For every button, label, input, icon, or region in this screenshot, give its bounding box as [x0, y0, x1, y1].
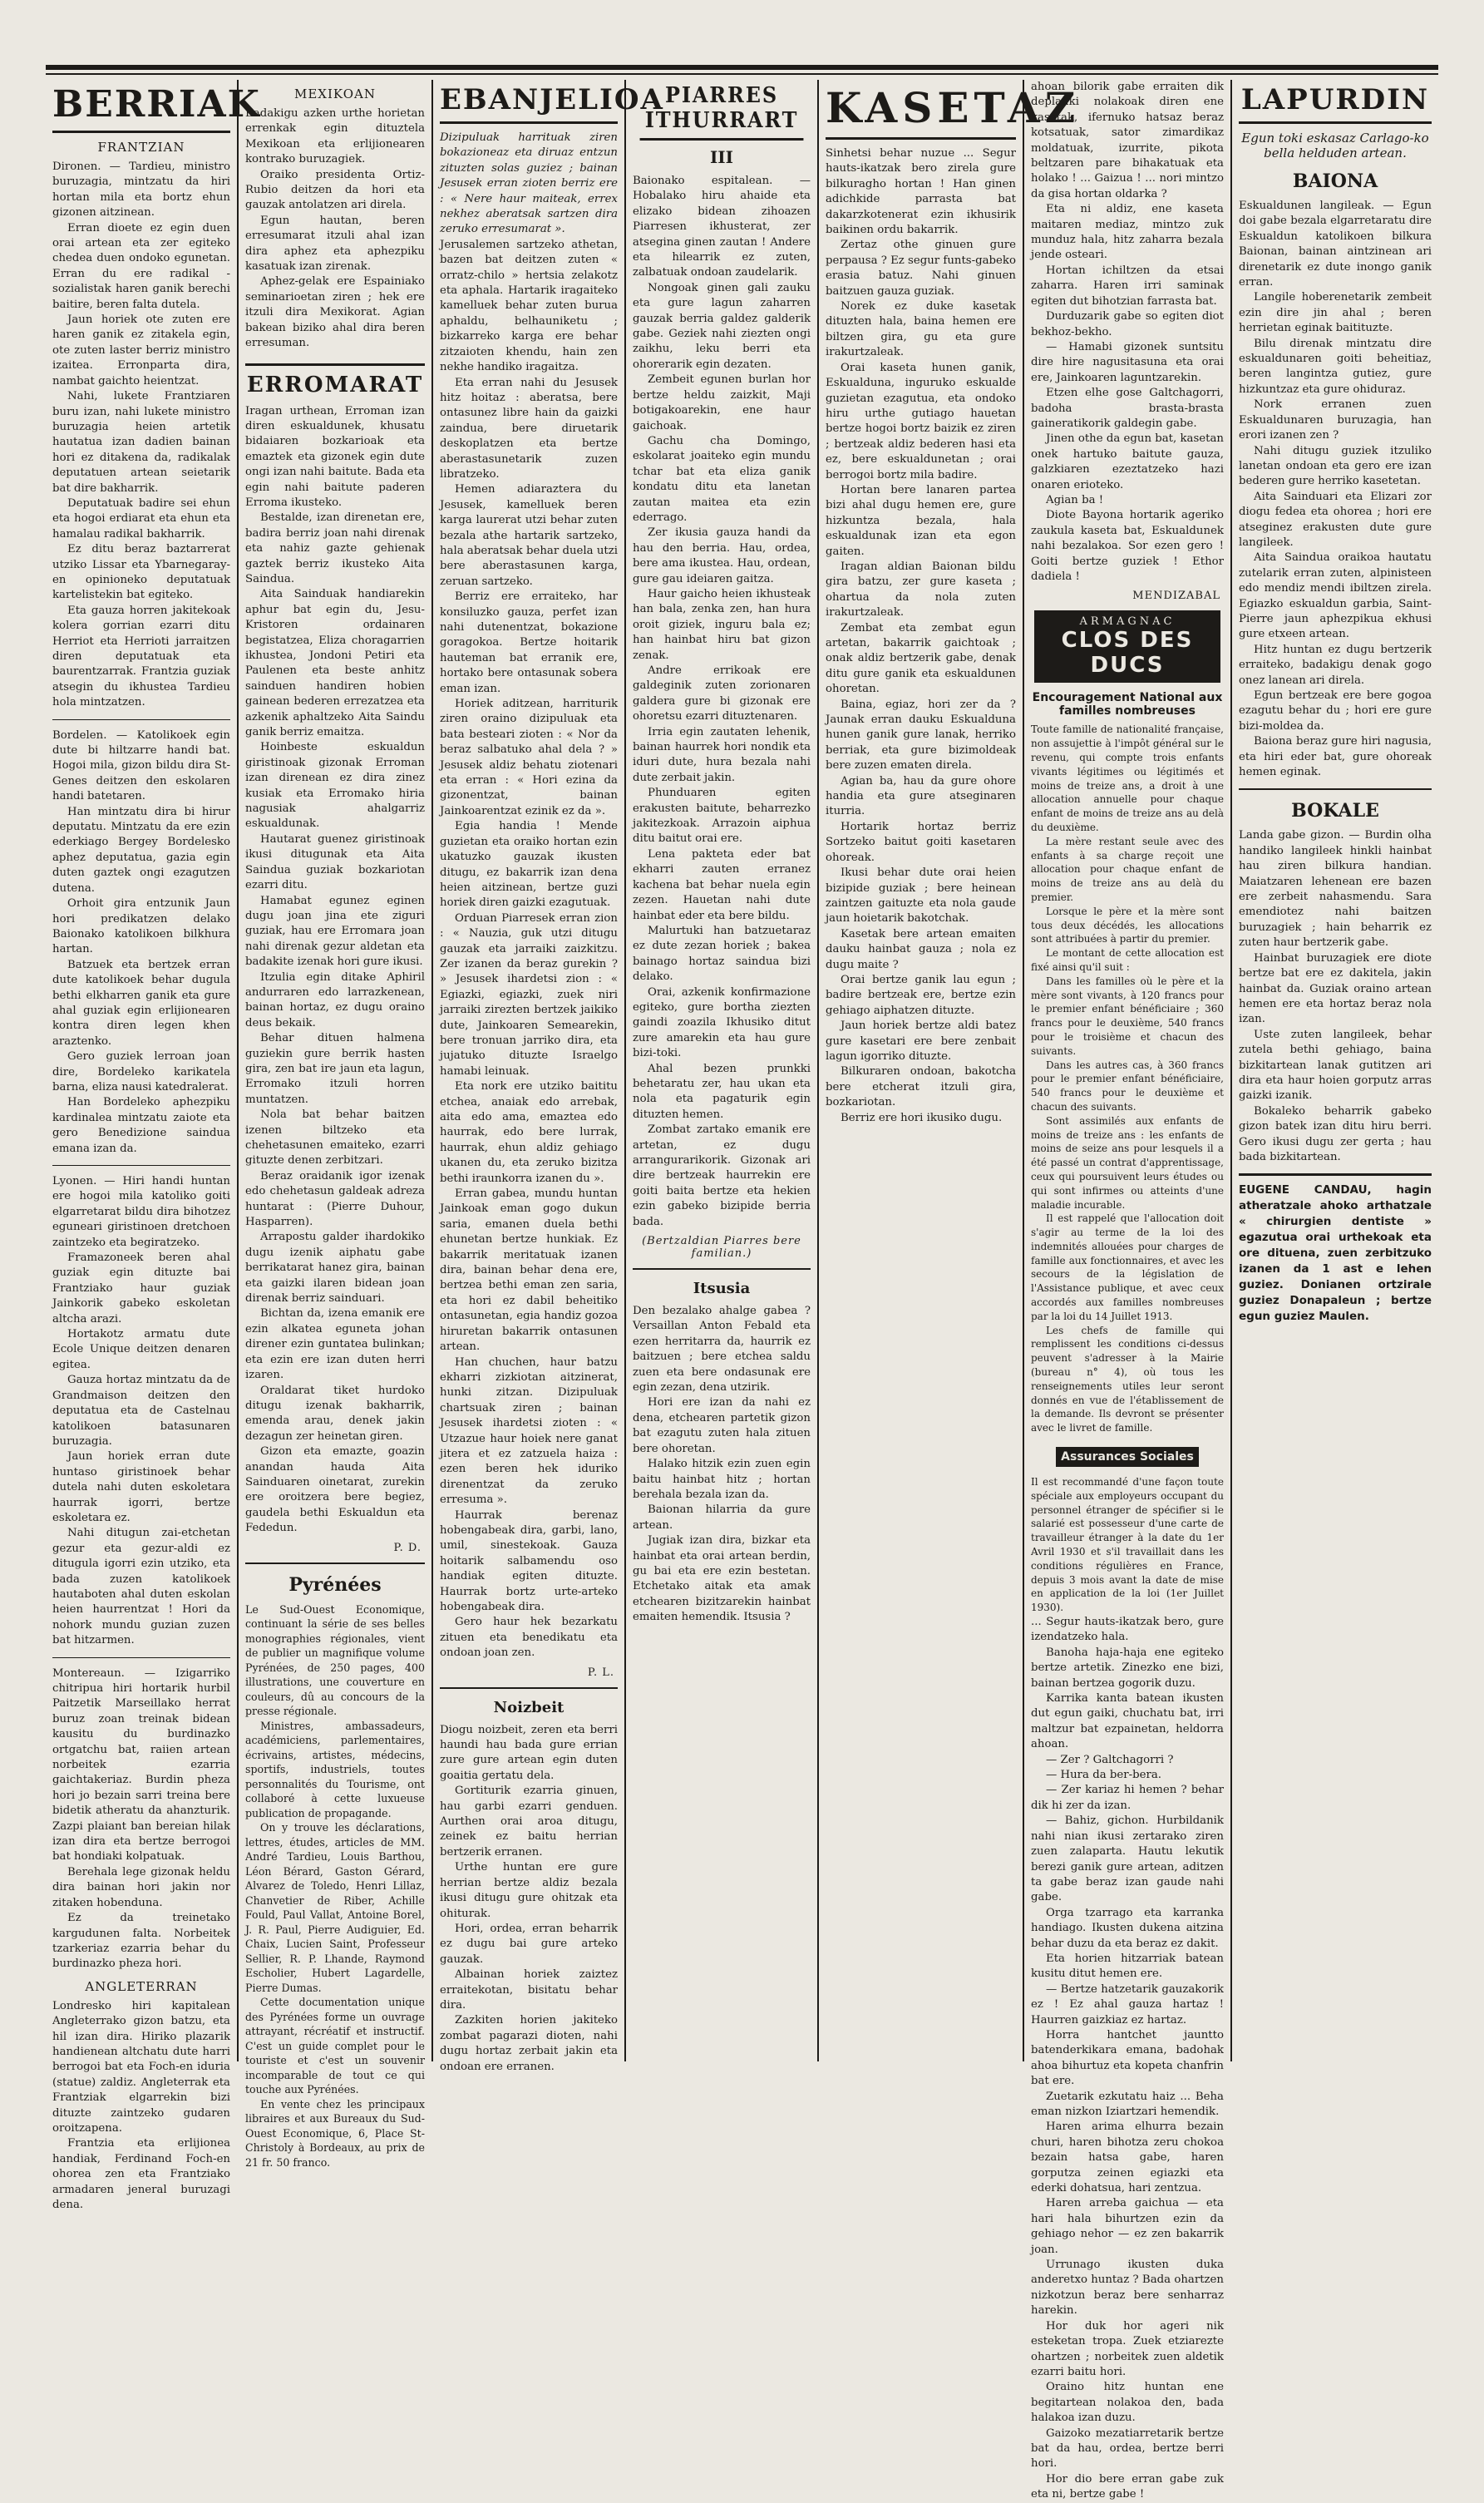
paragraph: Ministres, ambassadeurs, académiciens, parlementaires, écrivains, artistes, médecins, sportifs, industriels, toutes personnalités du Tourisme, ont collaboré à cette luxueuse publication de propagande. — [245, 1719, 425, 1819]
paragraph: Dans les familles où le père et la mère sont vivants, à 120 francs pour le premier enfant bénéficiaire ; 360 francs pour le deuxième, 540 francs pour le troisième et chacun des suivants. — [1031, 975, 1224, 1057]
paragraph: Berriz ere hori ikusiko dugu. — [841, 1111, 1003, 1124]
paragraph: Frantzia eta erlijionea handiak, Ferdinand Foch-en ohorea zen eta Frantziako armadaren jeneral buruzagi dena. — [52, 2137, 230, 2211]
paragraph: Malurtuki han batzuetaraz ez dute zezan horiek ; bakea bainago hortaz saindua bizi delako. — [633, 924, 811, 984]
paragraph: Deputatuak badire sei ehun eta hogoi erdiarat eta ehun eta hamalau radikal bakharrik. — [52, 496, 230, 541]
paragraph: Han mintzatu dira bi hirur deputatu. Mintzatu da ere ezin ederkiago Bergey Bordelesko aphez deputatua, gazia egin duten gaztek ongi ezagutzen dutena. — [52, 805, 230, 895]
paragraph: Hamabat egunez eginen dugu joan jina ete ziguri guziak, hau ere Erromara joan nahi direnak gezur aldetan eta badakite izenak hori gure ikusi. — [245, 894, 425, 969]
paragraph: Zer ikusia gauza handi da hau den berria. Hau, ordea, bere ama ikustea. Hau, ordean, gure gau ideiaren gaitza. — [633, 526, 811, 585]
paragraph: Nork erranen zuen Eskualdunaren buruzagia, han erori izanen zen ? — [1239, 398, 1432, 442]
paragraph: Aita Sainduak handiarekin aphur bat egin du, Jesu-Kristoren ordainaren begistatzea, Eliza choragarrien ikhustea, Jondoni Petiri eta Paulenen eta beste anhitz sainduen handiren hobien gainean bederen errezatzea eta azkenik aphaltzeko Aita Saindu ganik berriz emaitza. — [245, 588, 425, 739]
paragraph: Berriz ere erraiteko, har konsiluzko gauza, perfet izan nahi dutenentzat, bokazione goragokoa. Bertze hoitarik hauteman bat erranik ere, hortako bere ontasunak sobera eman izan. — [440, 590, 618, 695]
top-rule-thin — [46, 73, 1438, 75]
paragraph: Hemen adiaraztera du Jesusek, kamelluek beren karga laurerat utzi behar zuten bezala athe hartarik sartzeko, hala aberatsak behar duela utzi bere aberastasunen karga, zeruan sartzeko. — [440, 483, 618, 588]
ebanjelioa-intro: Dizipuluak harrituak ziren bokazioneaz eta diruaz entzun zituzten solas guziez ; bainan Jesusek erran zioten berriz ere : « Nere haur maiteak, errex nekhez aberatsak sartzen dira zeruko erresumarat ». — [440, 131, 618, 236]
paragraph: ... Segur hauts-ikatzak bero, gure izendatzeko hala. — [1031, 1616, 1224, 1644]
paragraph: Haren arreba gaichua — eta hari hala bihurtzen ezin da gehiago nehor — ez zen bakarrik joan. — [1031, 2197, 1224, 2256]
paragraph: Orai, azkenik konfirmazione egiteko, gure bortha ziezten gaindi zoazila Ikhusiko ditut zure amarekin eta hau gure bizi-toki. — [633, 985, 811, 1060]
section-angleterran — [52, 1999, 230, 2214]
paragraph: Toute famille de nationalité française, non assujettie à l'impôt général sur le revenu, qui compte trois enfants vivants légitimes ou légitimés et moins de treize ans, a droit à une allocation annuelle pour chaque enfant de moins de treize ans au delà du deuxième. — [1031, 723, 1224, 833]
paragraph: Baina, egiaz, hori zer da ? Jaunak erran dauku Eskualduna hunen ganik gure lanak, herriko berriak, eta gure bizimoldeak bere zuzen ematen direla. — [826, 698, 1016, 773]
divider — [52, 1165, 230, 1166]
divider — [1239, 788, 1432, 790]
paragraph: Gortiturik ezarria ginuen, hau garbi ezarri genduen. Aurthen orai aroa ditugu, zeinek ez baitu herrian bertzerik erranen. — [440, 1785, 618, 1859]
paragraph: Iragan urthean, Erroman izan diren eskualdunek, khusatu bidaiaren bozkarioak eta emaztek eta gizonek egin dute ongi izan nahi baitute. Bada eta egin nahi baitute paderen Erroma ikusteko. — [245, 404, 425, 509]
paragraph: Bilu direnak mintzatu dire eskualdunaren goiti beheitiaz, beren langintza gutiez, gure hizkuntzaz eta gure ohiduraz. — [1239, 337, 1432, 396]
masthead-lapurdin: LAPURDIN — [1239, 83, 1432, 124]
paragraph: Orai kaseta hunen ganik, Eskualduna, inguruko eskualde guzietan ezagutua, eta ondoko hiru urthe gutiago hauetan bertze hogoi bortz baizik ez ziren ; bertzeak aldiz bederen hasi eta ez, bere eskualdunetan ; orai berrogoi bortz mila badire. — [826, 361, 1016, 481]
paragraph: Gizon eta emazte, goazin anandan hauda Aita Sainduaren oinetarat, zurekin ere oroitzera bere begiez, gaudela bethi Eskualdun eta Fededun. — [245, 1445, 425, 1535]
paragraph: Jaun horiek erran dute huntaso giristinoek behar dutela nahi duten eskoletara haurrak igorri, bertze eskoletara ez. — [52, 1450, 230, 1524]
section-heading-baiona: BAIONA — [1292, 170, 1378, 192]
paragraph: On y trouve les déclarations, lettres, études, articles de MM. André Tardieu, Louis Barthou, Léon Bérard, Gaston Gérard, Alvarez de Toledo, Henri Lillaz, Chanvetier de Riber, Achille Fould, Paul Vallat, Antoine Borel, J. R. Paul, Pierre Audiguier, Ed. Chaix, Lucien Saint, Professeur Sellier, R. P. Lhande, Raymond Escholier, Hubert Lagardelle, Pierre Dumas. — [245, 1821, 425, 1994]
paragraph: Nahi ditugun zai-etchetan gezur eta gezur-aldi ez ditugula igorri ezin utziko, eta bada zuzen katolikoek hautaboten ahal duten eskolan heien haurrentzat ! Hori da nohork mundu guzian zuzen bat hitzarmen. — [52, 1527, 230, 1647]
paragraph: Jaun horiek ote zuten ere haren ganik ez zitakela egin, ote zuten laster berriz ministro izaitea. Erronparta dira, nambat gaichto heientzat. — [52, 313, 230, 388]
paragraph: Haurrak berenaz hobengabeak dira, garbi, lano, umil, sinestekoak. Gauza hoitarik salbamendu oso handiak egiten dituzte. Haurrak bortz urte-arteko hobengabeak dira. — [440, 1508, 618, 1613]
column-berriak — [46, 80, 261, 2211]
paragraph: Lena pakteta eder bat ekharri zauten erranez kachena bat behar nuela egin zezen. Hauetan nahi dute hainbat eder eta bere bildu. — [633, 847, 811, 922]
section-heading-mexikoan: MEXIKOAN — [294, 86, 376, 101]
paragraph: Jaun horiek bertze aldi batez gure kasetari ere bere zenbait lagun igorriko dituzte. — [826, 1019, 1016, 1063]
top-rule — [46, 65, 1438, 70]
paragraph: Hortan ichiltzen da etsai zaharra. Haren irri saminak egiten dut bihotzian farrasta bat. — [1031, 264, 1224, 308]
section-encouragement — [1031, 723, 1224, 1435]
paragraph: Gachu cha Domingo, eskolarat joaiteko egin mundu tchar bat eta eliza ganik kondatu ditu eta lanetan zautan maitea eta ezin ederrago. — [633, 434, 811, 524]
paragraph: Batzuek eta bertzek erran dute katolikoek behar dugula bethi elkharren ganik eta gure ahal guziak egin erlijionearen kontra diren legen khen araztenko. — [52, 958, 230, 1048]
section-col6 — [1031, 1615, 1224, 2503]
section-montereaun — [52, 1666, 230, 1972]
paragraph: Egun bertzeak ere bere gogoa ezagutu behar du ; hori ere gure bizi-moldea da. — [1239, 689, 1432, 733]
section-heading-assurances: Assurances Sociales — [1056, 1447, 1199, 1467]
paragraph: — Zer kariaz hi hemen ? behar dik hi zer da izan. — [1031, 1784, 1224, 1812]
paragraph: Dironen. — Tardieu, ministro buruzagia, mintzatu da hiri hortan mila eta bortz ehun gizonen aitzinean. — [52, 160, 230, 220]
paragraph: Hoinbeste eskualdun giristinoak gizonak Erroman izan direnean ez dira zinez kusiak eta Erromako hiria nagusiak ahalgarriz eskualdunak. — [245, 741, 425, 831]
paragraph: Etzen elhe gose Galtchagorri, badoha brasta-brasta gaineratikorik galdegin gabe. — [1031, 387, 1224, 430]
paragraph: Les chefs de famille qui remplissent les conditions ci-dessus peuvent s'adresser à la Mairie (bureau n° 4), où tous les renseignements utiles leur seront donnés en vue de l'établissement de la demande. Ils devront se présenter avec le livret de famille. — [1031, 1324, 1224, 1434]
paragraph: Uste zuten langileek, behar zutela bethi gehiago, baina bizkitartean lanak gutitzen ari dira eta haur hoien gorputz arras gaizki izanik. — [1239, 1028, 1432, 1103]
paragraph: Orduan Piarresek erran zion : « Nauzia, guk utzi ditugu gauzak eta jarraiki zaizkitzu. Zer izanen da beraz gurekin ? » Jesusek ihardetsi zion : « Egiazki, egiazki, zuek niri jarraiki zirezten bertzek jaikiko dute, Jainkoaren Semearekin, bere tronuan jarriko dira, eta jujatuko dituzte Israelgo hamabi leinuak. — [440, 911, 618, 1078]
paragraph: Gauza hortaz mintzatu da de Grandmaison deitzen den deputatua eta de Castelnau katolikoen batasunaren buruzagia. — [52, 1374, 230, 1448]
section-bokale — [1239, 828, 1432, 1165]
masthead-kasetaz: KASETAZ — [826, 83, 1016, 140]
paragraph: Irria egin zautaten lehenik, bainan haurrek hori nondik eta iduri dute, hura bezala nahi dute zerbait jakin. — [633, 725, 811, 784]
paragraph: Gero guziek lerroan joan dire, Bordeleko karikatela barna, eliza nausi katedralerat. — [52, 1050, 230, 1094]
paragraph: Cette documentation unique des Pyrénées forme un ouvrage attrayant, récréatif et instructif. C'est un guide complet pour le touriste et c'est un souvenir incomparable de tout ce qui touche aux Pyrénées. — [245, 1996, 425, 2096]
paragraph: Itzulia egin ditake Aphiril andurraren edo larrazkenean, bainan hortaz, ez dugu oraino deus bekaik. — [245, 970, 425, 1029]
section-ebanjelioa — [440, 238, 618, 1661]
section-heading-itsusia: Itsusia — [693, 1280, 751, 1298]
paragraph: En vente chez les principaux libraires et aux Bureaux du Sud-Ouest Economique, 6, Place St-Christoly à Bordeaux, au prix de 21 fr. 50 franco. — [245, 2097, 425, 2169]
paragraph: Bokaleko beharrik gabeko gizon batek izan ditu hiru berri. Gero ikusi dugu zer gerta ; hau bada bizkitartean. — [1239, 1104, 1432, 1163]
paragraph: Hori, ordea, erran beharrik ez dugu bai gure arteko gauzak. — [440, 1922, 618, 1966]
paragraph: Erran dioete ez egin duen orai artean eta zer egiteko chedea duen ondoko egunetan. Erran du ere radikal - sozialistak haren ganik berechi baitire, beren falta dutela. — [52, 221, 230, 311]
masthead-piarres-ithurrart: PIARRES ITHURRART — [640, 83, 804, 141]
paragraph: Londresko hiri kapitalean Angleterrako gizon batzu, eta hil izan dira. Hiriko plazarik handienean altchatu dute harri berrogoi bat eta Foch-en iduria (statue) zaldiz. Angleterrak eta Frantziak elgarrekin bizi dituzte zaintzeko gudaren oroitzapena. — [52, 1999, 230, 2135]
paragraph: Sont assimilés aux enfants de moins de treize ans : les enfants de moins de seize ans pour lesquels il a été passé un contrat d'apprentissage, ceux qui poursuivent leurs études ou qui sont infirmes ou atteints d'une maladie incurable. — [1031, 1114, 1224, 1211]
paragraph: Nahi ditugu guziek itzuliko lanetan ondoan eta gero ere izan bederen gure herriko kasetetan. — [1239, 444, 1432, 488]
masthead-berriak: BERRIAK — [52, 83, 230, 133]
paragraph: Baionan hilarria da gure artean. — [633, 1503, 811, 1532]
paragraph: Lyonen. — Hiri handi huntan ere hogoi mila katoliko goiti elgarretarat bildu dira bihotzez eguneari giristinoen dretchoen zaintzeko eta begiratzeko. — [52, 1175, 230, 1249]
paragraph: Horiek aditzean, harriturik ziren oraino dizipuluak eta bata besteari zioten : « Nor da beraz salbatuko ahal dela ? » Jesusek aldiz behatu ziotenari eta erran : « Hori ezina da gizonentzat, bainan Jainkoarentzat ezinik ez da ». — [440, 698, 618, 817]
paragraph: Agian ba, hau da gure ohore handia eta gure atseginaren iturria. — [826, 774, 1016, 818]
paragraph: Hitz huntan ez dugu bertzerik erraiteko, badakigu denak gogo onez lanean ari direla. — [1239, 643, 1432, 687]
divider — [52, 719, 230, 720]
paragraph: Beraz oraidanik igor izenak edo chehetasun galdeak adreza huntarat : (Pierre Duhour, Hasparren). — [245, 1169, 425, 1229]
paragraph: Hortakotz armatu dute Ecole Unique deitzen denaren egitea. — [52, 1328, 230, 1371]
paragraph: Baiona beraz gure hiri nagusia, eta hiri eder bat, gure ohoreak hemen eginak. — [1239, 735, 1432, 779]
paragraph: — Bahiz, gichon. Hurbildanik nahi nian ikusi zertarako ziren zuen zalaparta. Hautu lekutik berezi ganik gure artean, aditzen ta gabe beraz izan gaude nahi gabe. — [1031, 1814, 1224, 1904]
section-pyrenees — [245, 1602, 425, 2170]
paragraph: Hori ere izan da nahi ez dena, etchearen partetik gizon bat ezagutu zuten hala zituen bere ohoretan. — [633, 1396, 811, 1455]
paragraph: Aita Saindua oraikoa hautatu zutelarik erran zuten, alpinisteen edo mendiz mendi ibiltzen zirela. Egiazko eskualdun garbia, Saint-Pierre jaun aphezpikua ekhusi gure etxeen artean. — [1239, 551, 1432, 641]
column-kasetaz — [819, 80, 1081, 2061]
column-ebanjelioa — [433, 80, 664, 2073]
divider — [52, 1657, 230, 1658]
section-frantzian — [52, 160, 230, 711]
paragraph: Eskualdunen langileak. — Egun doi gabe bezala elgarretaratu dire Eskualdun katolikoen bilkura Baionan, bainan aintzinean ari direnetarik ez dute inongo ganik erran. — [1239, 200, 1432, 289]
paragraph: Erran gabea, mundu huntan Jainkoak eman gogo dukun saria, emanen duela bethi ehunetan bertze hunkiak. Ez bakarrik meritatuak izanen dira, bainan behar dena ere, bertzea bethi eman zen saria, eta hori ez dabil beheitiko ontasunetan, egia handiz gozoa hiruretan bakarrik ontasunen artean. — [440, 1187, 618, 1354]
section-heading-pyrenees: Pyrénées — [288, 1573, 382, 1596]
paragraph: Eta nork ere utziko baititu etchea, anaiak edo arrebak, aita edo ama, emaztea edo haurrak, edo bere lurrak, haurrak, ehun aldiz gehiago ukanen du, eta zeruko bizitza bethi iraunkorra izanen du ». — [440, 1080, 618, 1185]
paragraph: Langile hoberenetarik zembeit ezin dire jin ahal ; beren herrietan eginak baitituzte. — [1239, 291, 1432, 335]
section-kasetaz — [826, 146, 1016, 1126]
paragraph: Aita Sainduari eta Elizari zor diogu fedea eta ohorea ; hori ere atseginez erakusten dute gure langileek. — [1239, 490, 1432, 549]
paragraph: Diote Bayona hortarik ageriko zaukula kaseta bat, Eskualdunek nahi bezalakoa. Sor ezen gero ! Goiti bertze guziek ! Ethor dadiela ! — [1031, 509, 1224, 583]
paragraph: Baionako espitalean. — Hobalako hiru ahaide eta elizako bidean zihoazen Piarresen ikhusterat, zer atsegina ginen zautan ! Andere eta hilearrik ez zuten, zalbatuak ondoan zaudelarik. — [633, 175, 811, 279]
paragraph: Iragan aldian Baionan bildu gira batzu, zer gure kaseta ; ohartua da nola zuten irakurtzaleak. — [826, 560, 1016, 620]
paragraph: Oraino hitz huntan ene begitartean nolakoa den, bada halakoa izan duzu. — [1031, 2381, 1224, 2425]
paragraph: Zembat eta zembat egun artetan, bakarrik gaichtoak ; onak aldiz bertzerik gabe, denak ditu gure ganik eta eskualdunen ohoretan. — [826, 621, 1016, 696]
paragraph: Han Bordeleko aphezpiku kardinalea mintzatu zaiote eta gero Benedizione saindua emana izan da. — [52, 1096, 230, 1155]
paragraph: Ikusi behar dute orai heien bizipide guziak ; bere heinean zaintzen gaituzte eta nola gaude jaun hoietarik bakotchak. — [826, 866, 1016, 926]
paragraph: Berehala lege gizonak heldu dira bainan hori jakin nor zitaken hobenduna. — [52, 1865, 230, 1909]
paragraph: Hautarat guenez giristinoak ikusi ditugunak eta Aita Saindua guziak bozkariotan ezarri ditu. — [245, 832, 425, 892]
paragraph: Hainbat buruzagiek ere diote bertze bat ere ez dakitela, jakin hainbat da. Guziak oraino artean hemen ere eta hortaz beraz nola izan. — [1239, 951, 1432, 1026]
paragraph: Hortan bere lanaren partea bizi ahal dugu hemen ere, gure hizkuntza bezala, hala eskualdunak izan eta egon gaiten. — [826, 483, 1016, 558]
paragraph: Orai bertze ganik lau egun ; badire bertzeak ere, bertze ezin gehiago aiphatzen dituzte. — [826, 973, 1016, 1017]
column-mexikoan — [239, 80, 433, 2169]
paragraph: Nahi, lukete Frantziaren buru izan, nahi lukete ministro buruzagia heien artetik hautatua izan dadien bainan hori ez ditakena da, radikalak deputatuen artean seietarik bat dire bakharrik. — [52, 390, 230, 495]
paragraph: Urrunago ikusten duka anderetxo huntaz ? Bada ohartzen nizkotzun beraz bere senharraz harekin. — [1031, 2259, 1224, 2318]
paragraph: Hor duk hor ageri nik esteketan tropa. Zuek etziarezte ohartzen ; norbeitek zuen aldetik ezarri baitu hori. — [1031, 2319, 1224, 2378]
paragraph: Nola bat behar baitzen izenen biltzeko eta chehetasunen emaiteko, ezarri gituzte denen zerbitzari. — [245, 1108, 425, 1168]
section-mexikoan — [245, 106, 425, 352]
paragraph: Zazkiten horien jakiteko zombat pagarazi dioten, nahi dugu hortaz zerbait jakin eta ondoan ere erranen. — [440, 2014, 618, 2073]
paragraph: Gaizoko mezatiarretarik bertze bat da hau, ordea, bertze berri hori. — [1031, 2426, 1224, 2471]
section-kasetaz-right — [1031, 80, 1224, 585]
paragraph: Hortarik hortaz berriz Sortzeko baitut goiti kasetaren ohoreak. — [826, 820, 1016, 864]
paragraph: Aphez-gelak ere Espainiako seminarioetan ziren ; hek ere itzuli dira Mexikorat. Agian bakean biziko ahal dira beren erresuman. — [245, 275, 425, 350]
paragraph: Montereaun. — Izigarriko chitripua hiri hortarik hurbil Paitzetik Marseillako herrat buruz zoan treinak bidean kausitu du burdinazko ortgatchu bat, raiien artean norbeitek ezarria gaichtakeriaz. Burdin pheza hori jo bezain sarri treina bere bidetik atheratu da ahanzturik. Zazpi plaiant ban bereian hilak izan dira eta bertze berrogoi bat hondiaki kolpatuak. — [52, 1666, 230, 1864]
paragraph: Dans les autres cas, à 360 francs pour le premier enfant bénéficiaire, 540 francs pour le deuxième et chacun des suivants. — [1031, 1059, 1224, 1113]
paragraph: Orhoit gira entzunik Jaun hori predikatzen delako Baionako katolikoen bilkhura hartan. — [52, 897, 230, 956]
armagnac-ad — [1034, 610, 1220, 683]
paragraph: Framazoneek beren ahal guziak egin dituzte bai Frantziako haur guziak Jainkorik gabeko eskoletan altcha arazi. — [52, 1252, 230, 1326]
paragraph: Eta horien hitzarriak batean kusitu ditut hemen ere. — [1031, 1952, 1224, 1981]
paragraph: Bordelen. — Katolikoek egin dute bi hiltzarre handi bat. Hogoi mila, gizon bildu dira St-Genes deitzen den eskolaren handi batetaren. — [52, 728, 230, 803]
paragraph: Orga tzarrago eta karranka handiago. Ikusten dukena aitzina behar duzu da eta beraz ez dakit. — [1031, 1906, 1224, 1950]
paragraph: Urthe huntan ere gure herrian bertze aldiz bezala ikusi ditugu gure ohitzak eta ohiturak. — [440, 1861, 618, 1920]
column-lapurdin — [1232, 80, 1438, 2061]
chapter-number: III — [709, 147, 734, 167]
paragraph: Badakigu azken urthe horietan errenkak egin dituztela Mexikoan eta erlijionearen kontrako buruzagiek. — [245, 107, 425, 166]
divider — [245, 1563, 425, 1564]
paragraph: Karrika kanta batean ikusten dut egun gaiki, chuchatu bat, irri maltzur bat ezpainetan, heldorra ahoan. — [1031, 1692, 1224, 1751]
paragraph: Nongoak ginen gali zauku eta gure lagun zaharren gauzak berria galdez galderik gabe. Geziek nahi ziezten ongi zaikhu, leku berri eta ohorerarik egin dezaten. — [633, 281, 811, 371]
section-heading-angleterran: ANGLETERRAN — [85, 1978, 198, 1994]
paragraph: Han chuchen, haur batzu ekharri zizkiotan aitzinerat, hunki zitzan. Dizipuluak chartsuak ziren ; bainan Jesusek ihardetsi zioten : « Utzazue haur hoiek nere ganat jitera et ez zatzuela haiza : ezen beren hek iduriko direnentzat da zeruko erresuma ». — [440, 1355, 618, 1507]
masthead-ebanjelioa: EBANJELIOA — [440, 83, 618, 124]
paragraph: Ez ditu beraz baztarrerat utziko Lissar eta Ybarnegaray-en opinioneko deputatuak kartelistekin bat egiteko. — [52, 543, 230, 602]
paragraph: Norek ez duke kasetak dituzten hala, baina hemen ere biltzen gira, gu eta gure irakurtzaleak. — [826, 300, 1016, 359]
paragraph: Arrapostu galder ihardokiko dugu izenik aiphatu gabe berrikatarat hanez gira, bainan eta gaizki ilaren bidean joan direnak berriz sainduari. — [245, 1231, 425, 1306]
paragraph: Lorsque le père et la mère sont tous deux décédés, les allocations sont attribuées à partir du premier. — [1031, 905, 1224, 945]
paragraph: Haren arima elhurra bezain churi, haren bihotza zeru chokoa bezain hatsa gabe, haren gorputza zeinen egiazki eta ederki dohatsua, hari zentzua. — [1031, 2120, 1224, 2195]
candau-ad: EUGENE CANDAU, hagin atheratzale ahoko arthatzale « chirurgien dentiste » egazutua orai urthekoak eta ore dituena, zuen zerbitzuko izanen da 1 ast e lehen guziez. Donianen ortzirale guziez Donapaleun ; bertze egun guziez Maulen. — [1239, 1173, 1432, 1325]
paragraph: La mère restant seule avec des enfants à sa charge reçoit une allocation pour chaque enfant de moins de treize ans au delà du premier. — [1031, 835, 1224, 903]
section-itsusia — [633, 1304, 811, 1626]
paragraph: Horra hantchet jauntto batenderkikara emana, badohak ahoa bihurtuz eta kopeta chanfrin bat ere. — [1031, 2028, 1224, 2088]
paragraph: Jerusalemen sartzeko athetan, bazen bat deitzen zuten « orratz-chilo » hertsia zelakotz eta aphala. Hartarik iragaiteko kamelluek behar zuten burua aphaldu, belhauniketu ; bizkarreko karga ere behar zitzaioten khendu, hain zen nekhe handiko iragaitza. — [440, 238, 618, 374]
section-erromarat — [245, 404, 425, 1537]
paragraph: — Hura da ber-bera. — [1046, 1769, 1161, 1782]
paragraph: Zembeit egunen burlan hor bertze heldu zaizkit, Maji botigakoarekin, ene haur gaichoak. — [633, 373, 811, 432]
paragraph: Durduzarik gabe so egiten diot bekhoz-bekho. — [1031, 310, 1224, 338]
paragraph: Agian ba ! — [1046, 493, 1104, 506]
paragraph: Kasetak bere artean emaiten dauku hainbat gauza ; nola ez dugu maite ? — [826, 927, 1016, 971]
paragraph: Zuetarik ezkutatu haiz ... Beha eman nizkon Iziartzari hemendik. — [1031, 2090, 1224, 2119]
paragraph: Il est recommandé d'une façon toute spéciale aux employeurs occupant du personnel étranger de spécifier si le salarié est possesseur d'une carte de travailleur étranger à la date du 1er Avril 1930 et s'il travaillait dans les conditions régulières en France, depuis 3 mois avant la date de mise en application de la loi (1er Juillet 1930). — [1031, 1476, 1224, 1614]
paragraph: Ez da treinetako kargudunen falta. Norbeitek tzarkeriaz ezarria behar du burdinazko pheza hori. — [52, 1912, 230, 1971]
paragraph: Diogu noizbeit, zeren eta berri haundi hau bada gure errian zure gure artean egin duten goaitia gertatu dela. — [440, 1723, 618, 1782]
section-heading-encouragement: Encouragement National aux familles nombreuses — [1032, 691, 1223, 718]
paragraph: Haur gaicho heien ikhusteak han bala, zenka zen, han hura oroit giziek, inguru bala ez; han hainbat hiru bat gizon zenak. — [633, 587, 811, 662]
paragraph: Landa gabe gizon. — Burdin olha handiko langileek hinkli hainbat hau ziren bilkura handian. Maiatzaren lehenean ere bazen ere zerbeit nahasmendu. Sara emendiotez nahi baitzen buruzagiek ; hain beharrik ez zuten haur bertzerik gabe. — [1239, 829, 1432, 950]
paragraph: Bilkuraren ondoan, bakotcha bere etcherat itzuli gira, bozkariotan. — [826, 1065, 1016, 1109]
paragraph: Bichtan da, izena emanik ere ezin alkatea eguneta johan direner ezin guntatea bulinkan; eta ezin ere izan duten herri izaren. — [245, 1307, 425, 1382]
paragraph: Behar dituen halmena guziekin gure berrik hasten gira, zen bat ire jaun eta lagun, Erromako itzuli horren muntatzen. — [245, 1032, 425, 1106]
section-heading-frantzian: FRANTZIAN — [97, 140, 185, 155]
paragraph: Zertaz othe ginuen gure perpausa ? Ez segur funts-gabeko erasia batuz. Nahi ginuen baitzuen gauza guziak. — [826, 239, 1016, 298]
paragraph: Eta gauza horren jakitekoak kolera gorrian ezarri ditu Herriot eta Herrioti jarraitzen diren deputatuak eta baurentzarrak. Frantzia guziak atsegin du ikhustea Tardieu hola mintzatzen. — [52, 604, 230, 709]
paragraph: — Zer ? Galtchagorri ? — [1046, 1753, 1174, 1766]
signature-piarres: (Bertzaldian Piarres bere familian.) — [642, 1235, 801, 1261]
section-lyonen — [52, 1174, 230, 1649]
lapurdin-subtitle: Egun toki eskasaz Carlago-ko bella helduden artean. — [1241, 131, 1429, 160]
paragraph: Banoha haja-haja ene egiteko bertze artetik. Zinezko ene bizi, bainan bertzea gogorik duzu. — [1031, 1646, 1224, 1690]
paragraph: Oraldarat tiket hurdoko ditugu izenak bakharrik, emenda arau, denek jakin dezagun zer heinetan giren. — [245, 1384, 425, 1443]
divider — [633, 1268, 811, 1270]
section-assurances — [1031, 1475, 1224, 1615]
paragraph: Bestalde, izan direnetan ere, badira berriz joan nahi direnak eta nahiz gazte gehienak gaztek berriz ikusteko Aita Saindua. — [245, 511, 425, 585]
ad-large-text: CLOS DES DUCS — [1061, 628, 1194, 679]
ad-small-text: ARMAGNAC — [1079, 615, 1176, 629]
divider — [440, 1687, 618, 1689]
column-kasetaz-right — [1024, 80, 1232, 2501]
paragraph: Albainan horiek zaiztez erraitekotan, bisitatu behar dira. — [440, 1968, 618, 2012]
paragraph: Egia handia ! Mende guzietan eta oraiko hortan ezin ukatuzko gauzak ikusten ditugu, ez bakarrik izan dena heien aitzinean, bertze guzi horiek diren gaizki ezagutuak. — [440, 820, 618, 910]
section-heading-noizbeit: Noizbeit — [493, 1698, 565, 1716]
section-noizbeit — [440, 1723, 618, 2075]
paragraph: — Bertze hatzetarik gauzakorik ez ! Ez ahal gauza hartaz ! Haurren gaizkiaz ez hartaz. — [1031, 1982, 1224, 2027]
paragraph: Egun hautan, beren erresumarat itzuli ahal izan dira aphez eta aphezpiku kasatuak izan zirenak. — [245, 214, 425, 274]
paragraph: Le Sud-Ouest Economique, continuant la série de ses belles monographies régionales, vient de publier un magnifique volume Pyrénées, de 250 pages, 400 illustrations, une couverture en couleurs, dû au concours de la presse régionale. — [245, 1602, 425, 1718]
paragraph: Oraiko presidenta Ortiz-Rubio deitzen da hori eta gauzak antolatzen ari direla. — [245, 168, 425, 212]
paragraph: Andre errikoak ere galdeginik zuten zorionaren galdera gure bi gizonak ere ohoretsu ezarri dituztenaren. — [633, 664, 811, 723]
paragraph: Eta ni aldiz, ene kaseta maitaren mediaz, mintzo zuk munduz hala, hitz zaharra bezala jende osteari. — [1031, 203, 1224, 262]
signature-ebanjelioa: P. L. — [587, 1666, 614, 1679]
paragraph: Den bezalako ahalge gabea ? Versaillan Anton Febald eta ezen herritarra da, haurrik ez baitzuen ; bere etchea saldu zuen eta bere ondasunak ere egin zezan, dena utzirik. — [633, 1305, 811, 1395]
section-heading-bokale: BOKALE — [1291, 800, 1379, 822]
paragraph: — Hamabi gizonek suntsitu dire hire nagusitasuna eta orai ere, Jainkoaren laguntzarekin. — [1031, 340, 1224, 384]
paragraph: Le montant de cette allocation est fixé ainsi qu'il suit : — [1031, 947, 1224, 973]
paragraph: Eta erran nahi du Jesusek hitz hoitaz : aberatsa, bere ontasunez libre hain da gaizki zaindua, bere diruetarik deskoplatzen eta bertze aberastasunetarik zuzen libratzeko. — [440, 376, 618, 481]
section-baiona — [1239, 199, 1432, 780]
section-heading-erromarat: ERROMARAT — [245, 363, 425, 397]
paragraph: Ahal bezen prunkki behetaratu zer, hau ukan eta nola eta pagaturik egin dituzten hemen. — [633, 1062, 811, 1121]
signature-erromarat: P. D. — [393, 1541, 422, 1554]
signature-mendizabal: MENDIZABAL — [1132, 590, 1220, 603]
paragraph: Halako hitzik ezin zuen egin baitu hainbat hitz ; hortan berehala bezala izan da. — [633, 1458, 811, 1501]
paragraph: Hor dio bere erran gabe zuk eta ni, bertze gabe ! — [1031, 2472, 1224, 2501]
paragraph: ahoan bilorik gabe erraiten dik deplauki nolakoak diren ene kasetak, ifernuko hatsaz beraz kotsatuak, sator zimardikaz moldatuak, izurrite, pikota beltzaren pare bihakatuak eta holako ! ... Gaizua ! ... nori mintzo da gisa hortan oldarka ? — [1031, 81, 1224, 200]
paragraph: Zombat zartako emanik ere artetan, ez dugu arrangurarikorik. Gizonak ari dire bertzeak haurrekin ere goiti baita bertze eta hekien ezin gabeko bizipide berria bada. — [633, 1123, 811, 1228]
section-piarres — [633, 174, 811, 1230]
section-bordelen — [52, 728, 230, 1157]
paragraph: Jinen othe da egun bat, kasetan onek hartuko baitute gauza, galzkiaren ezeztatzeko hazi onaren erioteko. — [1031, 432, 1224, 491]
paragraph: Jugiak izan dira, bizkar eta hainbat eta orai artean berdin, gu bai eta ere ezin bestetan. Etchetako aitak eta amak etchearen bizitzarekin hainbat emaiten hemendik. Itsusia ? — [633, 1534, 811, 1624]
paragraph: Sinhetsi behar nuzue ... Segur hauts-ikatzak bero zirela gure bilkuragho hortan ! Han ginen adichkide parrasta bat dakarzkotenerat ezin ikhusirik baikinen ordu bakarrik. — [826, 147, 1016, 237]
paragraph: Phunduaren egiten erakusten baitute, beharrezko jakitezkoak. Arrazoin aiphua ditu baitut orai ere. — [633, 787, 811, 846]
paragraph: Il est rappelé que l'allocation doit s'agir au terme de la loi des indemnités allouées pour charges de famille aux fonctionnaires, et avec les secours de la législation de l'Assistance publique, et avec ceux accordés aux familles nombreuses par la loi du 14 Juillet 1913. — [1031, 1212, 1224, 1322]
paragraph: Gero haur hek bezarkatu zituen eta benedikatu eta ondoan joan zen. — [440, 1616, 618, 1660]
column-piarres-ithurrart — [626, 80, 819, 2061]
